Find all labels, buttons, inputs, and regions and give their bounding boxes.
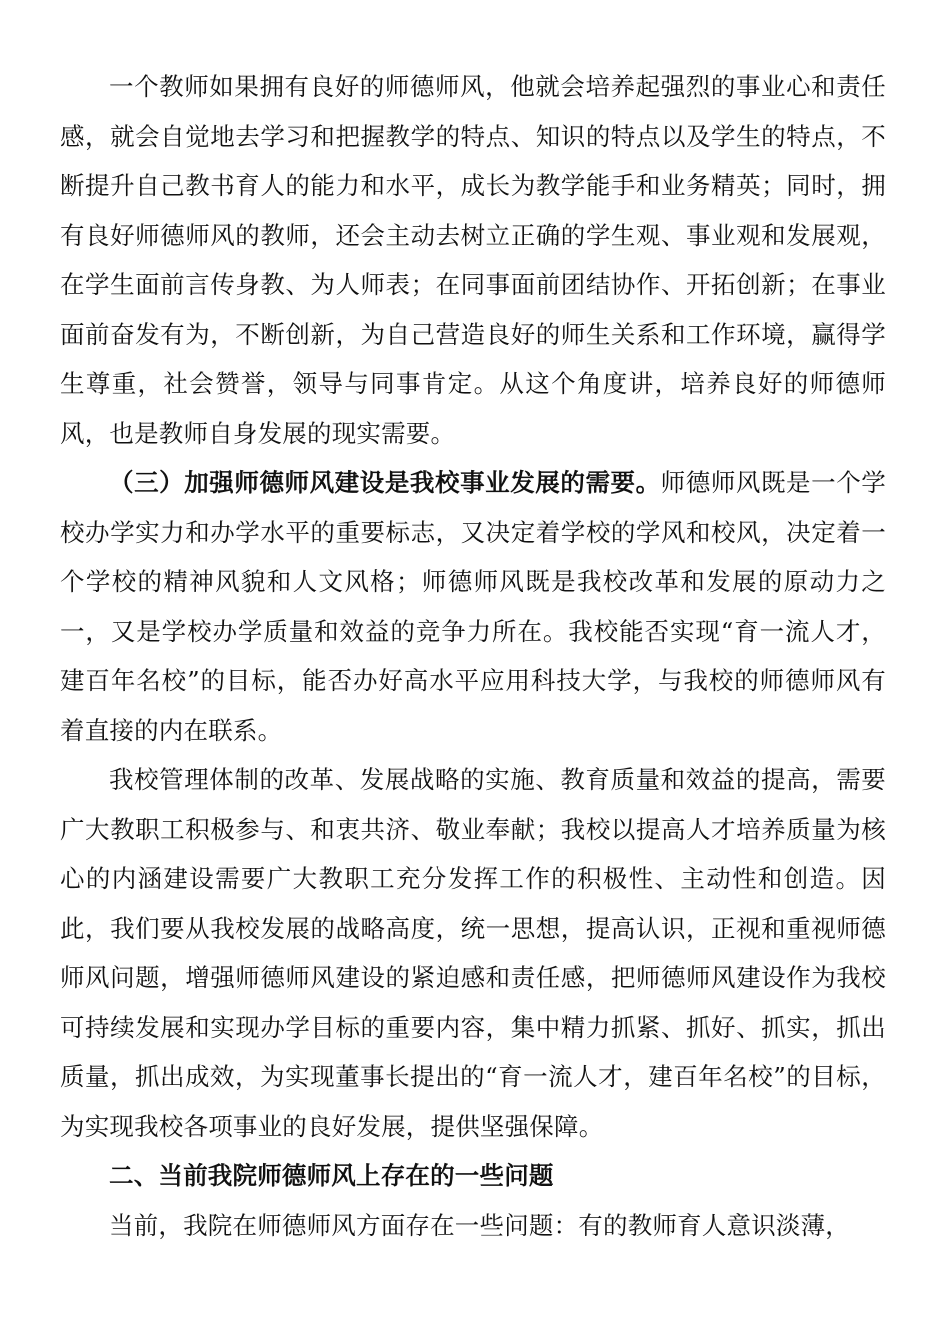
paragraph-management-reform: 我校管理体制的改革、发展战略的实施、教育质量和效益的提高，需要广大教职工积极参与、和衷共济、敬业奉献；我校以提高人才培养质量为核心的内涵建设需要广大教职工充分发挥工作的积极性、主动性和创造。因此，我们要从我校发展的战略高度，统一思想，提高认识，正视和重视师德师风问题，增强师德师风建设的紧迫感和责任感，把师德师风建设作为我校可持续发展和实现办学目标的重要内容，集中精力抓紧、抓好、抓实，抓出质量，抓出成效，为实现董事长提出的“育一流人才，建百年名校”的目标，为实现我校各项事业的良好发展，提供坚强保障。 [60, 765, 886, 1141]
subsection-three-body: 师德师风既是一个学校办学实力和办学水平的重要标志，又决定着学校的学风和校风，决定着一个学校的精神风貌和人文风格；师德师风既是我校改革和发展的原动力之一，又是学校办学质量和效益的竞争力所在。我校能否实现“育一流人才，建百年名校”的目标，能否办好高水平应用科技大学，与我校的师德师风有着直接的内在联系。 [60, 468, 886, 745]
subsection-heading-three: （三）加强师德师风建设是我校事业发展的需要。 [109, 468, 661, 497]
section-heading-two: 二、当前我院师德师风上存在的一些问题 [109, 1161, 554, 1190]
document-body [60, 62, 886, 1250]
paragraph-teacher-ethics-benefits: 一个教师如果拥有良好的师德师风，他就会培养起强烈的事业心和责任感，就会自觉地去学习和把握教学的特点、知识的特点以及学生的特点，不断提升自己教书育人的能力和水平，成长为教学能手和业务精英；同时，拥有良好师德师风的教师，还会主动去树立正确的学生观、事业观和发展观，在学生面前言传身教、为人师表；在同事面前团结协作、开拓创新；在事业面前奋发有为，不断创新，为自己营造良好的师生关系和工作环境，赢得学生尊重，社会赞誉，领导与同事肯定。从这个角度讲，培养良好的师德师风，也是教师自身发展的现实需要。 [60, 72, 886, 448]
paragraph-school-development [60, 458, 886, 755]
paragraph-current-problems: 当前，我院在师德师风方面存在一些问题：有的教师育人意识淡薄， [109, 1210, 850, 1240]
